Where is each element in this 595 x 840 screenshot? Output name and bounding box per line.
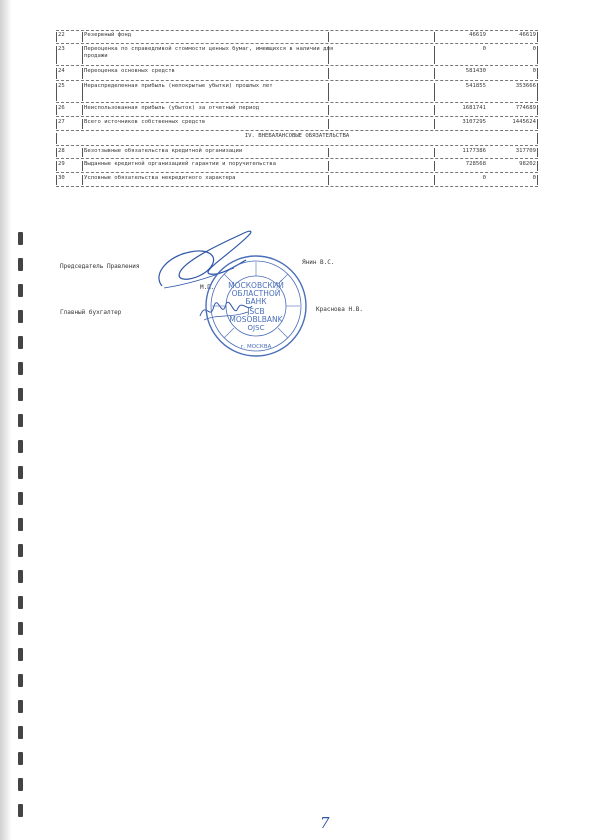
column-separator xyxy=(56,68,57,79)
value-current: 3107295 xyxy=(462,119,486,125)
stamp-line-4: JSCB xyxy=(247,307,265,316)
table-section-row xyxy=(56,131,538,146)
binding-hole xyxy=(18,570,23,583)
value-previous: 317709 xyxy=(515,148,536,154)
column-separator xyxy=(56,161,57,171)
value-previous: 98202 xyxy=(519,161,536,167)
value-current: 541855 xyxy=(465,83,486,89)
column-separator xyxy=(82,119,83,129)
binding-shadow xyxy=(0,0,12,840)
binding-hole xyxy=(18,752,23,765)
column-separator xyxy=(56,119,57,129)
binding-hole xyxy=(18,518,23,531)
section-title: IV. ВНЕБАЛАНСОВЫЕ ОБЯЗАТЕЛЬСТВА xyxy=(244,133,350,139)
row-number: 28 xyxy=(58,148,65,154)
column-separator xyxy=(537,32,538,42)
column-separator xyxy=(537,83,538,101)
column-separator xyxy=(537,68,538,79)
column-separator xyxy=(56,175,57,185)
binding-hole xyxy=(18,466,23,479)
row-number: 25 xyxy=(58,83,65,89)
stamp-line-6: OJSC xyxy=(247,324,265,332)
table-row xyxy=(56,103,538,117)
stamp-line-2: ОБЛАСТНОЙ xyxy=(231,289,281,298)
binding-hole xyxy=(18,388,23,401)
row-name: Переоценка по справедливой стоимости ценных бумаг, имеющихся в наличии для продажи xyxy=(84,46,334,59)
row-name: Переоценка основных средств xyxy=(84,68,175,74)
binding-hole xyxy=(18,804,23,817)
binding-hole xyxy=(18,258,23,271)
binding-hole xyxy=(18,362,23,375)
column-separator xyxy=(56,46,57,64)
row-name: Резервный фонд xyxy=(84,32,132,38)
column-separator xyxy=(537,133,538,144)
value-current: 0 xyxy=(482,175,486,181)
row-name: Нераспределенная прибыль (непокрытые убытки) прошлых лет xyxy=(84,83,273,89)
column-separator xyxy=(537,148,538,157)
binding-hole xyxy=(18,492,23,505)
value-previous: 46619 xyxy=(519,32,536,38)
binding-hole xyxy=(18,310,23,323)
column-separator xyxy=(537,161,538,171)
column-separator xyxy=(82,83,83,101)
table-row xyxy=(56,81,538,103)
page-number: 7 xyxy=(320,814,330,832)
column-separator xyxy=(537,175,538,185)
handwritten-page-number xyxy=(316,812,338,832)
binding-hole xyxy=(18,440,23,453)
column-separator xyxy=(82,148,83,157)
table-row xyxy=(56,66,538,81)
row-number: 27 xyxy=(58,119,65,125)
column-separator xyxy=(56,83,57,101)
column-separator xyxy=(82,68,83,79)
seal-label: М.П. xyxy=(200,284,215,291)
binding-hole xyxy=(18,596,23,609)
column-separator xyxy=(56,32,57,42)
row-name: Выданные кредитной организацией гарантии и поручительства xyxy=(84,161,276,167)
column-separator xyxy=(537,105,538,115)
table-row xyxy=(56,30,538,44)
table-row xyxy=(56,44,538,66)
bank-seal-stamp xyxy=(204,254,308,358)
column-separator xyxy=(56,105,57,115)
value-previous: 0 xyxy=(532,68,536,74)
stamp-line-3: БАНК xyxy=(245,297,267,306)
column-separator xyxy=(82,32,83,42)
row-name: Неиспользованная прибыль (убыток) за отчетный период xyxy=(84,105,260,111)
value-current: 1681741 xyxy=(462,105,486,111)
balance-table xyxy=(56,30,538,187)
row-name: Условные обязательства некредитного характера xyxy=(84,175,236,181)
value-previous: 0 xyxy=(532,46,536,52)
binding-hole xyxy=(18,544,23,557)
column-separator xyxy=(82,175,83,185)
column-separator xyxy=(82,46,83,64)
row-number: 30 xyxy=(58,175,65,181)
column-separator xyxy=(537,119,538,129)
binding-hole xyxy=(18,336,23,349)
value-previous: 353666 xyxy=(515,83,536,89)
row-number: 22 xyxy=(58,32,65,38)
value-current: 0 xyxy=(482,46,486,52)
table-row xyxy=(56,173,538,187)
binding-hole xyxy=(18,648,23,661)
chairman-label: Председатель Правления xyxy=(60,263,140,270)
accountant-label: Главный бухгалтер xyxy=(60,309,122,316)
binding-hole xyxy=(18,414,23,427)
value-current: 46619 xyxy=(469,32,486,38)
table-row xyxy=(56,117,538,131)
accountant-name: Краснова Н.В. xyxy=(316,306,363,313)
binding-hole xyxy=(18,674,23,687)
row-number: 26 xyxy=(58,105,65,111)
value-current: 728568 xyxy=(465,161,486,167)
row-name: Безотзывные обязательства кредитной организации xyxy=(84,148,243,154)
stamp-line-5: MOSOBLBANK xyxy=(229,315,283,324)
value-previous: 774689 xyxy=(515,105,536,111)
value-previous: 0 xyxy=(532,175,536,181)
value-previous: 1445624 xyxy=(512,119,536,125)
binding-hole xyxy=(18,726,23,739)
column-separator xyxy=(82,161,83,171)
value-current: 1177386 xyxy=(462,148,486,154)
row-number: 29 xyxy=(58,161,65,167)
row-name: Всего источников собственных средств xyxy=(84,119,206,125)
table-row xyxy=(56,159,538,173)
row-number: 24 xyxy=(58,68,65,74)
chairman-name: Янин В.С. xyxy=(302,259,335,266)
binding-hole xyxy=(18,232,23,245)
column-separator xyxy=(537,46,538,64)
column-separator xyxy=(82,105,83,115)
row-number: 23 xyxy=(58,46,65,52)
stamp-bottom-text: г. МОСКВА xyxy=(240,344,272,350)
stamp-line-1: МОСКОВСКИЙ xyxy=(228,281,284,290)
binding-hole xyxy=(18,284,23,297)
binding-hole xyxy=(18,700,23,713)
binding-hole xyxy=(18,622,23,635)
value-current: 581430 xyxy=(465,68,486,74)
table-row xyxy=(56,146,538,159)
column-separator xyxy=(56,148,57,157)
binding-hole xyxy=(18,778,23,791)
